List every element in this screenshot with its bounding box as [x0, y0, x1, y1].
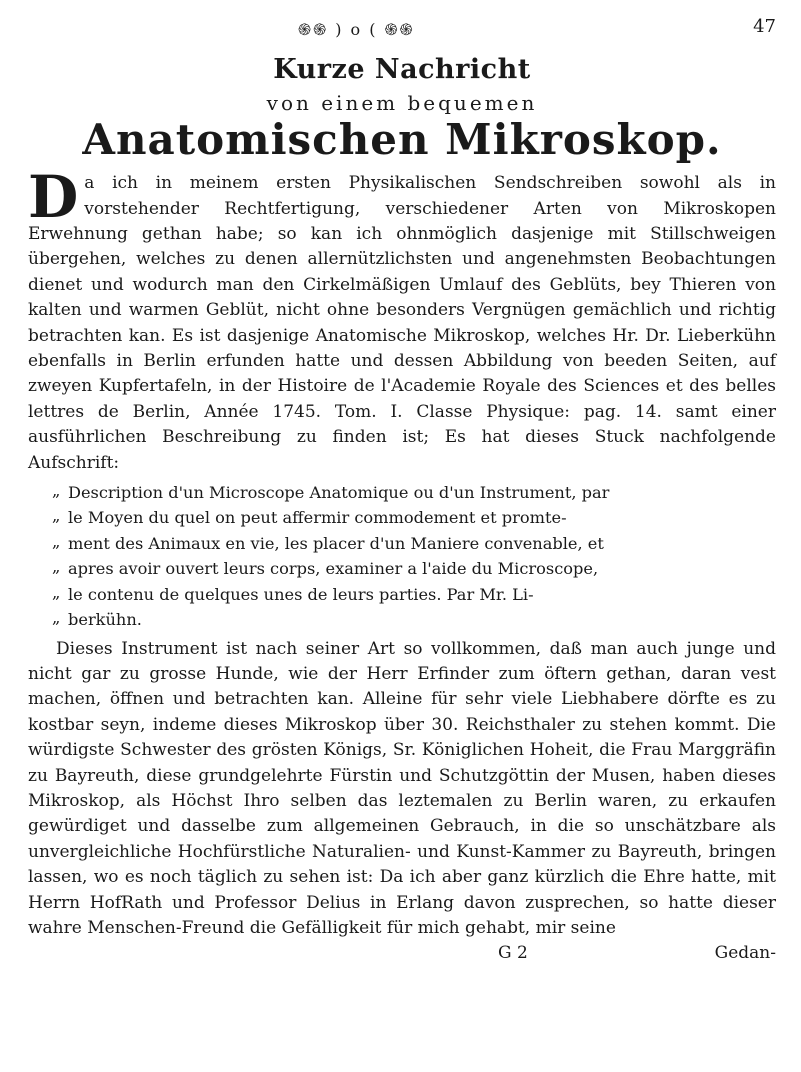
quote-line: „ le Moyen du quel on peut affermir commodement et promte-	[28, 505, 776, 530]
quote-line: „ apres avoir ouvert leurs corps, examiner a l'aide du Microscope,	[28, 556, 776, 581]
quote-line: „ berkühn.	[28, 607, 776, 632]
title-line-2: von einem bequemen	[266, 91, 538, 115]
running-head	[28, 14, 776, 48]
title-line-1: Kurze Nachricht	[273, 54, 531, 85]
signature-mark: G 2	[498, 943, 528, 964]
title-line-3: Anatomischen Mikroskop.	[82, 115, 722, 164]
page-footer	[28, 941, 776, 967]
paragraph-intro	[28, 163, 776, 476]
drop-cap: D	[28, 163, 79, 232]
page-number: 47	[753, 16, 776, 37]
paragraph-intro-text: a ich in meinem ersten Physikalischen Sendschreiben sowohl als in vorstehender Rechtfertigung, verschiedener Arten von Mikroskopen Erwehnung gethan habe; so kan ich ohnmöglich dasjenige mit Stillschweigen übergehen, welches zu denen allernützlichsten und angenehmsten Beobachtungen dienet und wodurch man den Cirkelmäßigen Umlauf des Geblüts, bey Thieren von kalten und warmen Geblüt, nicht ohne besonders Vergnügen gemächlich und richtig betrachten kan. Es ist dasjenige Anatomische Mikroskop, welches Hr. Dr. Lieberkühn ebenfalls in Berlin erfunden hatte und dessen Abbildung von beeden Seiten, auf zweyen Kupfertafeln, in der Histoire de l'Academie Royale des Sciences et des belles lettres de Berlin, Année 1745. Tom. I. Classe Physique: pag. 14. samt einer ausführlichen Beschreibung zu finden ist; Es hat dieses Stuck nachfolgende Aufschrift:	[28, 173, 776, 473]
quote-line: „ le contenu de quelques unes de leurs parties. Par Mr. Li-	[28, 582, 776, 607]
quote-line: „ ment des Animaux en vie, les placer d'un Maniere convenable, et	[28, 531, 776, 556]
quote-line: „ Description d'un Microscope Anatomique ou d'un Instrument, par	[28, 480, 776, 505]
header-ornament: ֍֍ ) o ( ֍֍	[298, 20, 415, 39]
catchword: Gedan-	[714, 943, 776, 964]
french-quote	[28, 480, 776, 632]
document-page	[28, 14, 776, 1054]
paragraph-instrument: Dieses Instrument ist nach seiner Art so vollkommen, daß man auch junge und nicht gar zu grosse Hunde, wie der Herr Erfinder zum öftern gethan, daran vest machen, öffnen und betrachten kan. Alleine für sehr viele Liebhabere dörfte es zu kostbar seyn, indeme dieses Mikroskop über 30. Reichsthaler zu stehen kommt. Die würdigste Schwester des grösten Königs, Sr. Königlichen Hoheit, die Frau Marggräfin zu Bayreuth, diese grundgelehrte Fürstin und Schutzgöttin der Musen, haben dieses Mikroskop, als Höchst Ihro selben das leztemalen zu Berlin waren, zu erkaufen gewürdiget und dasselbe zum allgemeinen Gebrauch, in die so unschätzbare als unvergleichliche Hochfürstliche Naturalien- und Kunst-Kammer zu Bayreuth, bringen lassen, wo es noch täglich zu sehen ist: Da ich aber ganz kürzlich die Ehre hatte, mit Herrn HofRath und Professor Delius in Erlang davon zusprechen, so hatte dieser wahre Menschen-Freund die Gefälligkeit für mich gehabt, mir seine	[28, 638, 776, 938]
